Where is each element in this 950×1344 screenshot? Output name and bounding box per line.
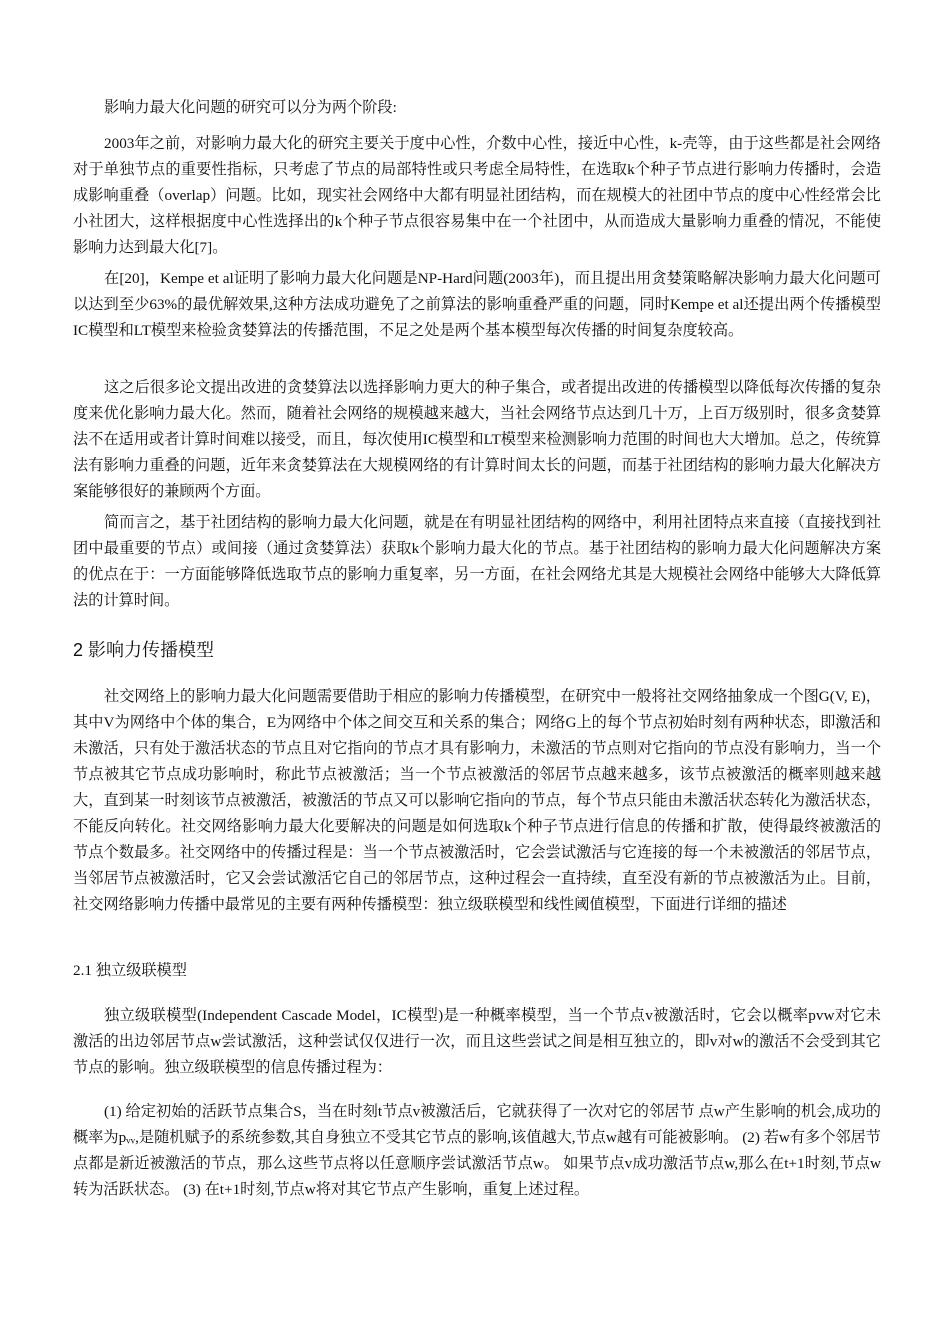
paragraph-kempe: 在[20]，Kempe et al证明了影响力最大化问题是NP-Hard问题(2003年)，而且提出用贪婪策略解决影响力最大化问题可以达到至少63%的最优解效果,这种方法成功避免了之前算法的影响重叠严重的问题，同时Kempe et al还提出两个传播模型IC模型和LT模型来检验贪婪算法的传播范围，不足之处是两个基本模型每次传播的时间复杂度较高。 [73,270,881,339]
subsection-heading: 2.1 独立级联模型 [73,962,187,979]
paragraph-ic-steps: (1) 给定初始的活跃节点集合S，当在时刻t节点v被激活后，它就获得了一次对它的邻居节 点w产生影响的机会,成功的概率为pᵥᵥ,是随机赋予的系统参数,其自身独立不受其它节点的影响,该值越大,节点w越有可能被影响。 (2) 若w有多个邻居节点都是新近被激活的节点，那么这些节点将以任意顺序尝试激活节点w。 如果节点v成功激活节点w,那么在t+1时刻,节点w转为活跃状态。 (3) 在t+1时刻,节点w将对其它节点产生影响，重复上述过程。 [73,1103,881,1198]
paragraph-summary: 简而言之，基于社团结构的影响力最大化问题，就是在有明显社团结构的网络中，利用社团特点来直接（直接找到社团中最重要的节点）或间接（通过贪婪算法）获取k个影响力最大化的节点。基于社团结构的影响力最大化问题解决方案的优点在于：一方面能够降低选取节点的影响力重复率，另一方面，在社会网络尤其是大规模社会网络中能够大大降低算法的计算时间。 [73,514,881,609]
section-heading: 2 影响力传播模型 [73,640,215,660]
paragraph-pre-2003: 2003年之前，对影响力最大化的研究主要关于度中心性，介数中心性，接近中心性，k-壳等，由于这些都是社会网络对于单独节点的重要性指标，只考虑了节点的局部特性或只考虑全局特性，在选取k个种子节点进行影响力传播时，会造成影响重叠（overlap）问题。比如，现实社会网络中大都有明显社团结构，而在规模大的社团中节点的度中心性经常会比小社团大，这样根据度中心性选择出的k个种子节点很容易集中在一个社团中，从而造成大量影响力重叠的情况，不能使影响力达到最大化[7]。 [73,135,881,256]
paragraph-propagation-model: 社交网络上的影响力最大化问题需要借助于相应的影响力传播模型，在研究中一般将社交网络抽象成一个图G(V, E)，其中V为网络中个体的集合，E为网络中个体之间交互和关系的集合；网络G上的每个节点初始时刻有两种状态，即激活和未激活，只有处于激活状态的节点且对它指向的节点才具有影响力，未激活的节点则对它指向的节点没有影响力，当一个节点被其它节点成功影响时，称此节点被激活；当一个节点被激活的邻居节点越来越多，该节点被激活的概率则越来越大，直到某一时刻该节点被激活，被激活的节点又可以影响它指向的节点，每个节点只能由未激活状态转化为激活状态，不能反向转化。社交网络影响力最大化要解决的问题是如何选取k个种子节点进行信息的传播和扩散，使得最终被激活的节点个数最多。社交网络中的传播过程是：当一个节点被激活时，它会尝试激活与它连接的每一个未被激活的邻居节点，当邻居节点被激活时，它又会尝试激活它自己的邻居节点，这种过程会一直持续，直至没有新的节点被激活为止。目前，社交网络影响力传播中最常见的主要有两种传播模型：独立级联模型和线性阈值模型，下面进行详细的描述 [73,688,881,913]
intro-paragraph: 影响力最大化问题的研究可以分为两个阶段: [104,99,397,116]
paragraph-ic-model: 独立级联模型(Independent Cascade Model，IC模型)是一种概率模型，当一个节点v被激活时，它会以概率pvw对它未激活的出边邻居节点w尝试激活，这种尝试仅仅进行一次，而且这些尝试之间是相互独立的，即v对w的激活不会受到其它节点的影响。独立级联模型的信息传播过程为： [73,1007,881,1076]
paragraph-improved-greedy: 这之后很多论文提出改进的贪婪算法以选择影响力更大的种子集合，或者提出改进的传播模型以降低每次传播的复杂度来优化影响力最大化。然而，随着社会网络的规模越来越大，当社会网络节点达到几十万，上百万级别时，很多贪婪算法不在适用或者计算时间难以接受，而且，每次使用IC模型和LT模型来检测影响力范围的时间也大大增加。总之，传统算法有影响力重叠的问题，近年来贪婪算法在大规模网络的有计算时间太长的问题，而基于社团结构的影响力最大化解决方案能够很好的兼顾两个方面。 [73,379,881,500]
